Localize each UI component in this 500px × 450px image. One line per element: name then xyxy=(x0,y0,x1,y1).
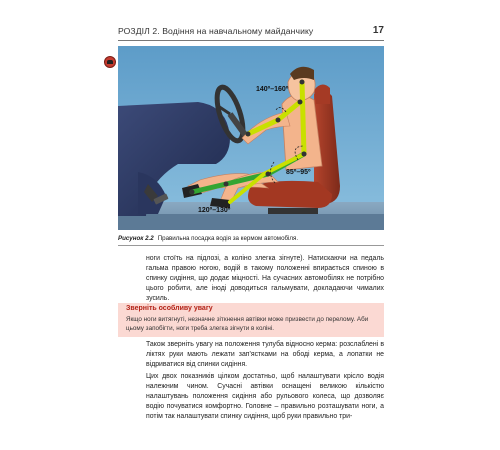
body-paragraph-3: Цих двох показників цілком достатньо, щоб налаштувати крісло водія належним чином. Сучасні автівки оснащені великою кількістю налаштувань положення сидіння або рульового колеса, що дозволяє водію почуватися комфортно. Головне – правильно розташувати ноги, а потім так налаштувати спинку сидіння, щоб руки правильно три- xyxy=(146,373,384,420)
knee-angle-label: 85º–95º xyxy=(286,169,311,176)
caption-divider xyxy=(118,245,384,246)
figure-caption-text: Правильна посадка водія за кермом автомобіля. xyxy=(157,235,299,242)
page-number: 17 xyxy=(372,25,384,36)
figure-caption xyxy=(118,235,384,242)
hip-angle-label: 120º–130º xyxy=(198,207,231,214)
body-paragraph-1: ноги стоїть на підлозі, а коліно злегка зігнуте). Натискаючи на педаль гальма правою ногою, водій в такому положенні впирається спиною в спинку сидіння, що додає міцності. На сучасних автомобілях не потрібно цього робити, але іноді доводиться гальмувати, докладаючи чималих зусиль. xyxy=(146,255,384,302)
running-header: РОЗДІЛ 2. Водіння на навчальному майданчику xyxy=(118,26,314,36)
body-paragraph-2: Також зверніть увагу на положення тулуба відносно керма: розслаблені в ліктях руки мають лежати зап'ястками на ободі керма, а лопатки не відриватися від спинки сидіння. xyxy=(146,341,384,368)
figure-caption-label: Рисунок 2.2 xyxy=(118,235,154,242)
chapter-tab-icon xyxy=(104,56,116,68)
arm-angle-label: 140º–160º xyxy=(256,86,289,93)
attention-note-text: Якщо ноги витягнуті, незначне зіткнення автівки може призвести до перелому. Аби цьому запобігти, ноги треба злегка зігнути в коліні. xyxy=(126,316,369,332)
header-divider xyxy=(118,40,384,41)
driver-posture-illustration xyxy=(118,46,384,230)
attention-note-title: Зверніть особливу увагу xyxy=(126,305,213,312)
